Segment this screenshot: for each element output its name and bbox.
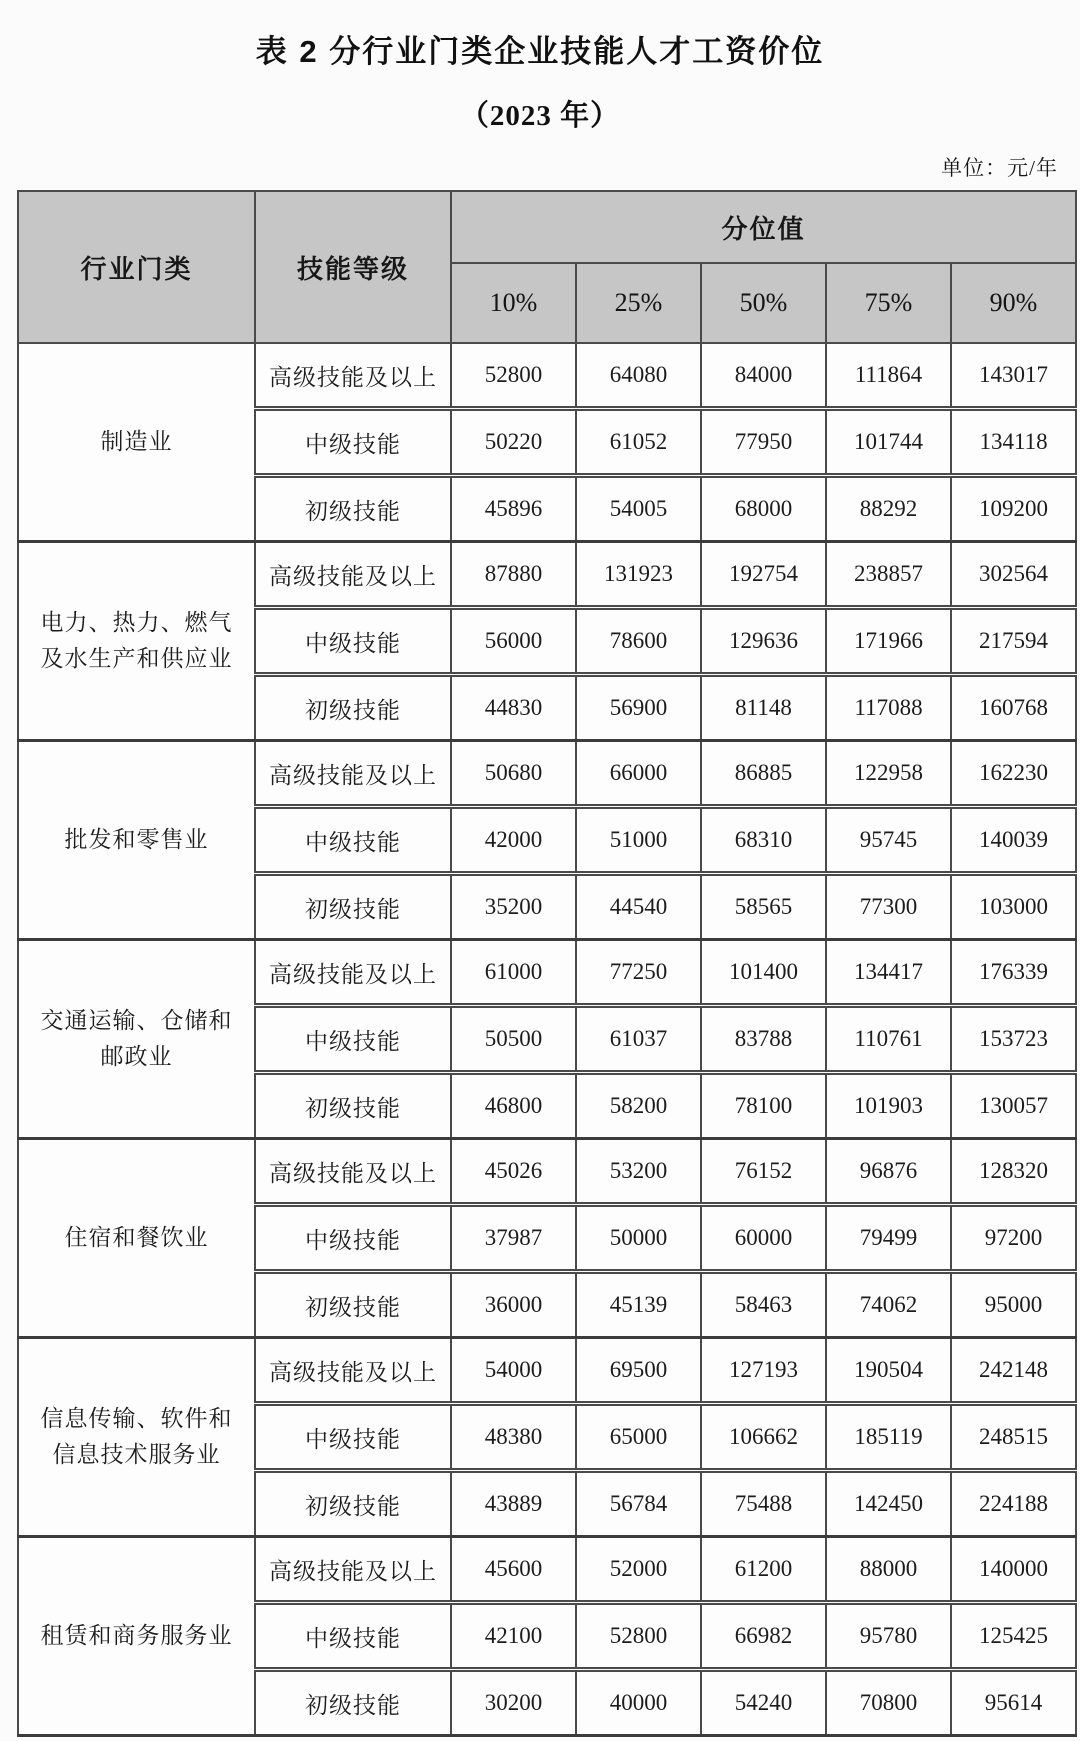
- wage-value-cell: 64080: [576, 343, 701, 409]
- wage-value-cell: 78100: [701, 1073, 826, 1139]
- wage-value-cell: 171966: [826, 608, 951, 675]
- wage-value-cell: 101400: [701, 940, 826, 1006]
- industry-cell: 制造业: [18, 343, 255, 542]
- header-percentile-75: 75%: [826, 263, 951, 343]
- skill-level-cell: 中级技能: [255, 1205, 451, 1272]
- wage-value-cell: 65000: [576, 1404, 701, 1471]
- wage-value-cell: 134118: [951, 409, 1076, 476]
- wage-value-cell: 143017: [951, 343, 1076, 409]
- wage-value-cell: 66982: [701, 1603, 826, 1670]
- wage-value-cell: 54005: [576, 476, 701, 542]
- wage-value-cell: 111864: [826, 343, 951, 409]
- wage-value-cell: 48380: [451, 1404, 576, 1471]
- industry-cell: 交通运输、仓储和邮政业: [18, 940, 255, 1139]
- wage-value-cell: 140000: [951, 1537, 1076, 1603]
- industry-cell: 住宿和餐饮业: [18, 1139, 255, 1338]
- wage-value-cell: 248515: [951, 1404, 1076, 1471]
- table-row: [18, 1537, 1076, 1603]
- table-row: [18, 741, 1076, 807]
- wage-value-cell: 176339: [951, 940, 1076, 1006]
- table-row: [18, 940, 1076, 1006]
- wage-value-cell: 97200: [951, 1205, 1076, 1272]
- industry-cell: 批发和零售业: [18, 741, 255, 940]
- header-industry: 行业门类: [18, 191, 255, 343]
- wage-value-cell: 45026: [451, 1139, 576, 1205]
- skill-level-cell: 高级技能及以上: [255, 542, 451, 608]
- wage-value-cell: 68310: [701, 807, 826, 874]
- wage-value-cell: 76152: [701, 1139, 826, 1205]
- wage-value-cell: 66000: [576, 741, 701, 807]
- wage-value-cell: 238857: [826, 542, 951, 608]
- wage-value-cell: 52000: [576, 1537, 701, 1603]
- skill-level-cell: 初级技能: [255, 874, 451, 940]
- table-row: [18, 1139, 1076, 1205]
- wage-value-cell: 110761: [826, 1006, 951, 1073]
- wage-value-cell: 131923: [576, 542, 701, 608]
- wage-value-cell: 36000: [451, 1272, 576, 1338]
- skill-level-cell: 初级技能: [255, 1471, 451, 1537]
- wage-value-cell: 101903: [826, 1073, 951, 1139]
- skill-level-cell: 中级技能: [255, 1404, 451, 1471]
- wage-value-cell: 52800: [451, 343, 576, 409]
- wage-value-cell: 122958: [826, 741, 951, 807]
- wage-value-cell: 95745: [826, 807, 951, 874]
- header-percentile-25: 25%: [576, 263, 701, 343]
- wage-value-cell: 84000: [701, 343, 826, 409]
- wage-value-cell: 50220: [451, 409, 576, 476]
- wage-value-cell: 43889: [451, 1471, 576, 1537]
- wage-value-cell: 88000: [826, 1537, 951, 1603]
- wage-value-cell: 83788: [701, 1006, 826, 1073]
- wage-value-cell: 77300: [826, 874, 951, 940]
- wage-value-cell: 44540: [576, 874, 701, 940]
- wage-value-cell: 68000: [701, 476, 826, 542]
- wage-value-cell: 81148: [701, 675, 826, 741]
- skill-level-cell: 中级技能: [255, 1603, 451, 1670]
- wage-table: [17, 190, 1077, 1737]
- wage-value-cell: 88292: [826, 476, 951, 542]
- industry-cell: 信息传输、软件和信息技术服务业: [18, 1338, 255, 1537]
- skill-level-cell: 初级技能: [255, 1073, 451, 1139]
- wage-value-cell: 54240: [701, 1670, 826, 1736]
- header-percentile-group: 分位值: [451, 191, 1076, 263]
- table-body: [18, 343, 1076, 1736]
- wage-value-cell: 60000: [701, 1205, 826, 1272]
- wage-value-cell: 45600: [451, 1537, 576, 1603]
- wage-value-cell: 50500: [451, 1006, 576, 1073]
- header-percentile-50: 50%: [701, 263, 826, 343]
- wage-value-cell: 61000: [451, 940, 576, 1006]
- wage-value-cell: 56900: [576, 675, 701, 741]
- page-title: 表 2 分行业门类企业技能人才工资价位: [255, 34, 825, 69]
- wage-value-cell: 109200: [951, 476, 1076, 542]
- wage-value-cell: 127193: [701, 1338, 826, 1404]
- wage-value-cell: 153723: [951, 1006, 1076, 1073]
- skill-level-cell: 初级技能: [255, 476, 451, 542]
- wage-value-cell: 51000: [576, 807, 701, 874]
- header-row-top: [18, 191, 1076, 263]
- header-skill: 技能等级: [255, 191, 451, 343]
- wage-value-cell: 53200: [576, 1139, 701, 1205]
- header-percentile-90: 90%: [951, 263, 1076, 343]
- wage-value-cell: 40000: [576, 1670, 701, 1736]
- wage-value-cell: 134417: [826, 940, 951, 1006]
- wage-value-cell: 78600: [576, 608, 701, 675]
- wage-value-cell: 190504: [826, 1338, 951, 1404]
- wage-value-cell: 95780: [826, 1603, 951, 1670]
- table-row: [18, 343, 1076, 409]
- industry-cell: 租赁和商务服务业: [18, 1537, 255, 1736]
- wage-value-cell: 128320: [951, 1139, 1076, 1205]
- wage-value-cell: 42000: [451, 807, 576, 874]
- table-row: [18, 1338, 1076, 1404]
- wage-value-cell: 35200: [451, 874, 576, 940]
- wage-value-cell: 61200: [701, 1537, 826, 1603]
- wage-value-cell: 96876: [826, 1139, 951, 1205]
- wage-value-cell: 42100: [451, 1603, 576, 1670]
- wage-value-cell: 192754: [701, 542, 826, 608]
- wage-value-cell: 58463: [701, 1272, 826, 1338]
- wage-value-cell: 54000: [451, 1338, 576, 1404]
- wage-value-cell: 130057: [951, 1073, 1076, 1139]
- header-percentile-10: 10%: [451, 263, 576, 343]
- wage-value-cell: 37987: [451, 1205, 576, 1272]
- wage-value-cell: 160768: [951, 675, 1076, 741]
- skill-level-cell: 初级技能: [255, 1272, 451, 1338]
- wage-value-cell: 86885: [701, 741, 826, 807]
- wage-value-cell: 52800: [576, 1603, 701, 1670]
- table-header: [18, 191, 1076, 343]
- skill-level-cell: 中级技能: [255, 608, 451, 675]
- wage-value-cell: 45139: [576, 1272, 701, 1338]
- skill-level-cell: 中级技能: [255, 409, 451, 476]
- skill-level-cell: 初级技能: [255, 1670, 451, 1736]
- skill-level-cell: 高级技能及以上: [255, 741, 451, 807]
- wage-value-cell: 69500: [576, 1338, 701, 1404]
- skill-level-cell: 高级技能及以上: [255, 1537, 451, 1603]
- wage-value-cell: 224188: [951, 1471, 1076, 1537]
- skill-level-cell: 高级技能及以上: [255, 1338, 451, 1404]
- wage-value-cell: 70800: [826, 1670, 951, 1736]
- wage-value-cell: 44830: [451, 675, 576, 741]
- wage-value-cell: 74062: [826, 1272, 951, 1338]
- wage-value-cell: 46800: [451, 1073, 576, 1139]
- page-subtitle: （2023 年）: [459, 100, 621, 132]
- wage-value-cell: 103000: [951, 874, 1076, 940]
- wage-value-cell: 45896: [451, 476, 576, 542]
- wage-value-cell: 142450: [826, 1471, 951, 1537]
- unit-label: 单位：元/年: [941, 156, 1058, 180]
- industry-cell: 电力、热力、燃气及水生产和供应业: [18, 542, 255, 741]
- skill-level-cell: 中级技能: [255, 1006, 451, 1073]
- wage-value-cell: 129636: [701, 608, 826, 675]
- wage-value-cell: 77950: [701, 409, 826, 476]
- wage-value-cell: 58565: [701, 874, 826, 940]
- skill-level-cell: 初级技能: [255, 675, 451, 741]
- wage-value-cell: 125425: [951, 1603, 1076, 1670]
- wage-value-cell: 30200: [451, 1670, 576, 1736]
- skill-level-cell: 高级技能及以上: [255, 343, 451, 409]
- skill-level-cell: 中级技能: [255, 807, 451, 874]
- wage-value-cell: 140039: [951, 807, 1076, 874]
- wage-value-cell: 87880: [451, 542, 576, 608]
- wage-value-cell: 56784: [576, 1471, 701, 1537]
- wage-value-cell: 56000: [451, 608, 576, 675]
- wage-value-cell: 50680: [451, 741, 576, 807]
- table-row: [18, 542, 1076, 608]
- wage-value-cell: 61037: [576, 1006, 701, 1073]
- wage-value-cell: 101744: [826, 409, 951, 476]
- wage-value-cell: 185119: [826, 1404, 951, 1471]
- wage-value-cell: 50000: [576, 1205, 701, 1272]
- wage-value-cell: 162230: [951, 741, 1076, 807]
- skill-level-cell: 高级技能及以上: [255, 940, 451, 1006]
- wage-value-cell: 242148: [951, 1338, 1076, 1404]
- wage-value-cell: 79499: [826, 1205, 951, 1272]
- skill-level-cell: 高级技能及以上: [255, 1139, 451, 1205]
- wage-value-cell: 95614: [951, 1670, 1076, 1736]
- wage-value-cell: 58200: [576, 1073, 701, 1139]
- wage-value-cell: 61052: [576, 409, 701, 476]
- wage-value-cell: 95000: [951, 1272, 1076, 1338]
- wage-value-cell: 217594: [951, 608, 1076, 675]
- wage-value-cell: 117088: [826, 675, 951, 741]
- wage-value-cell: 77250: [576, 940, 701, 1006]
- wage-value-cell: 106662: [701, 1404, 826, 1471]
- wage-value-cell: 302564: [951, 542, 1076, 608]
- wage-value-cell: 75488: [701, 1471, 826, 1537]
